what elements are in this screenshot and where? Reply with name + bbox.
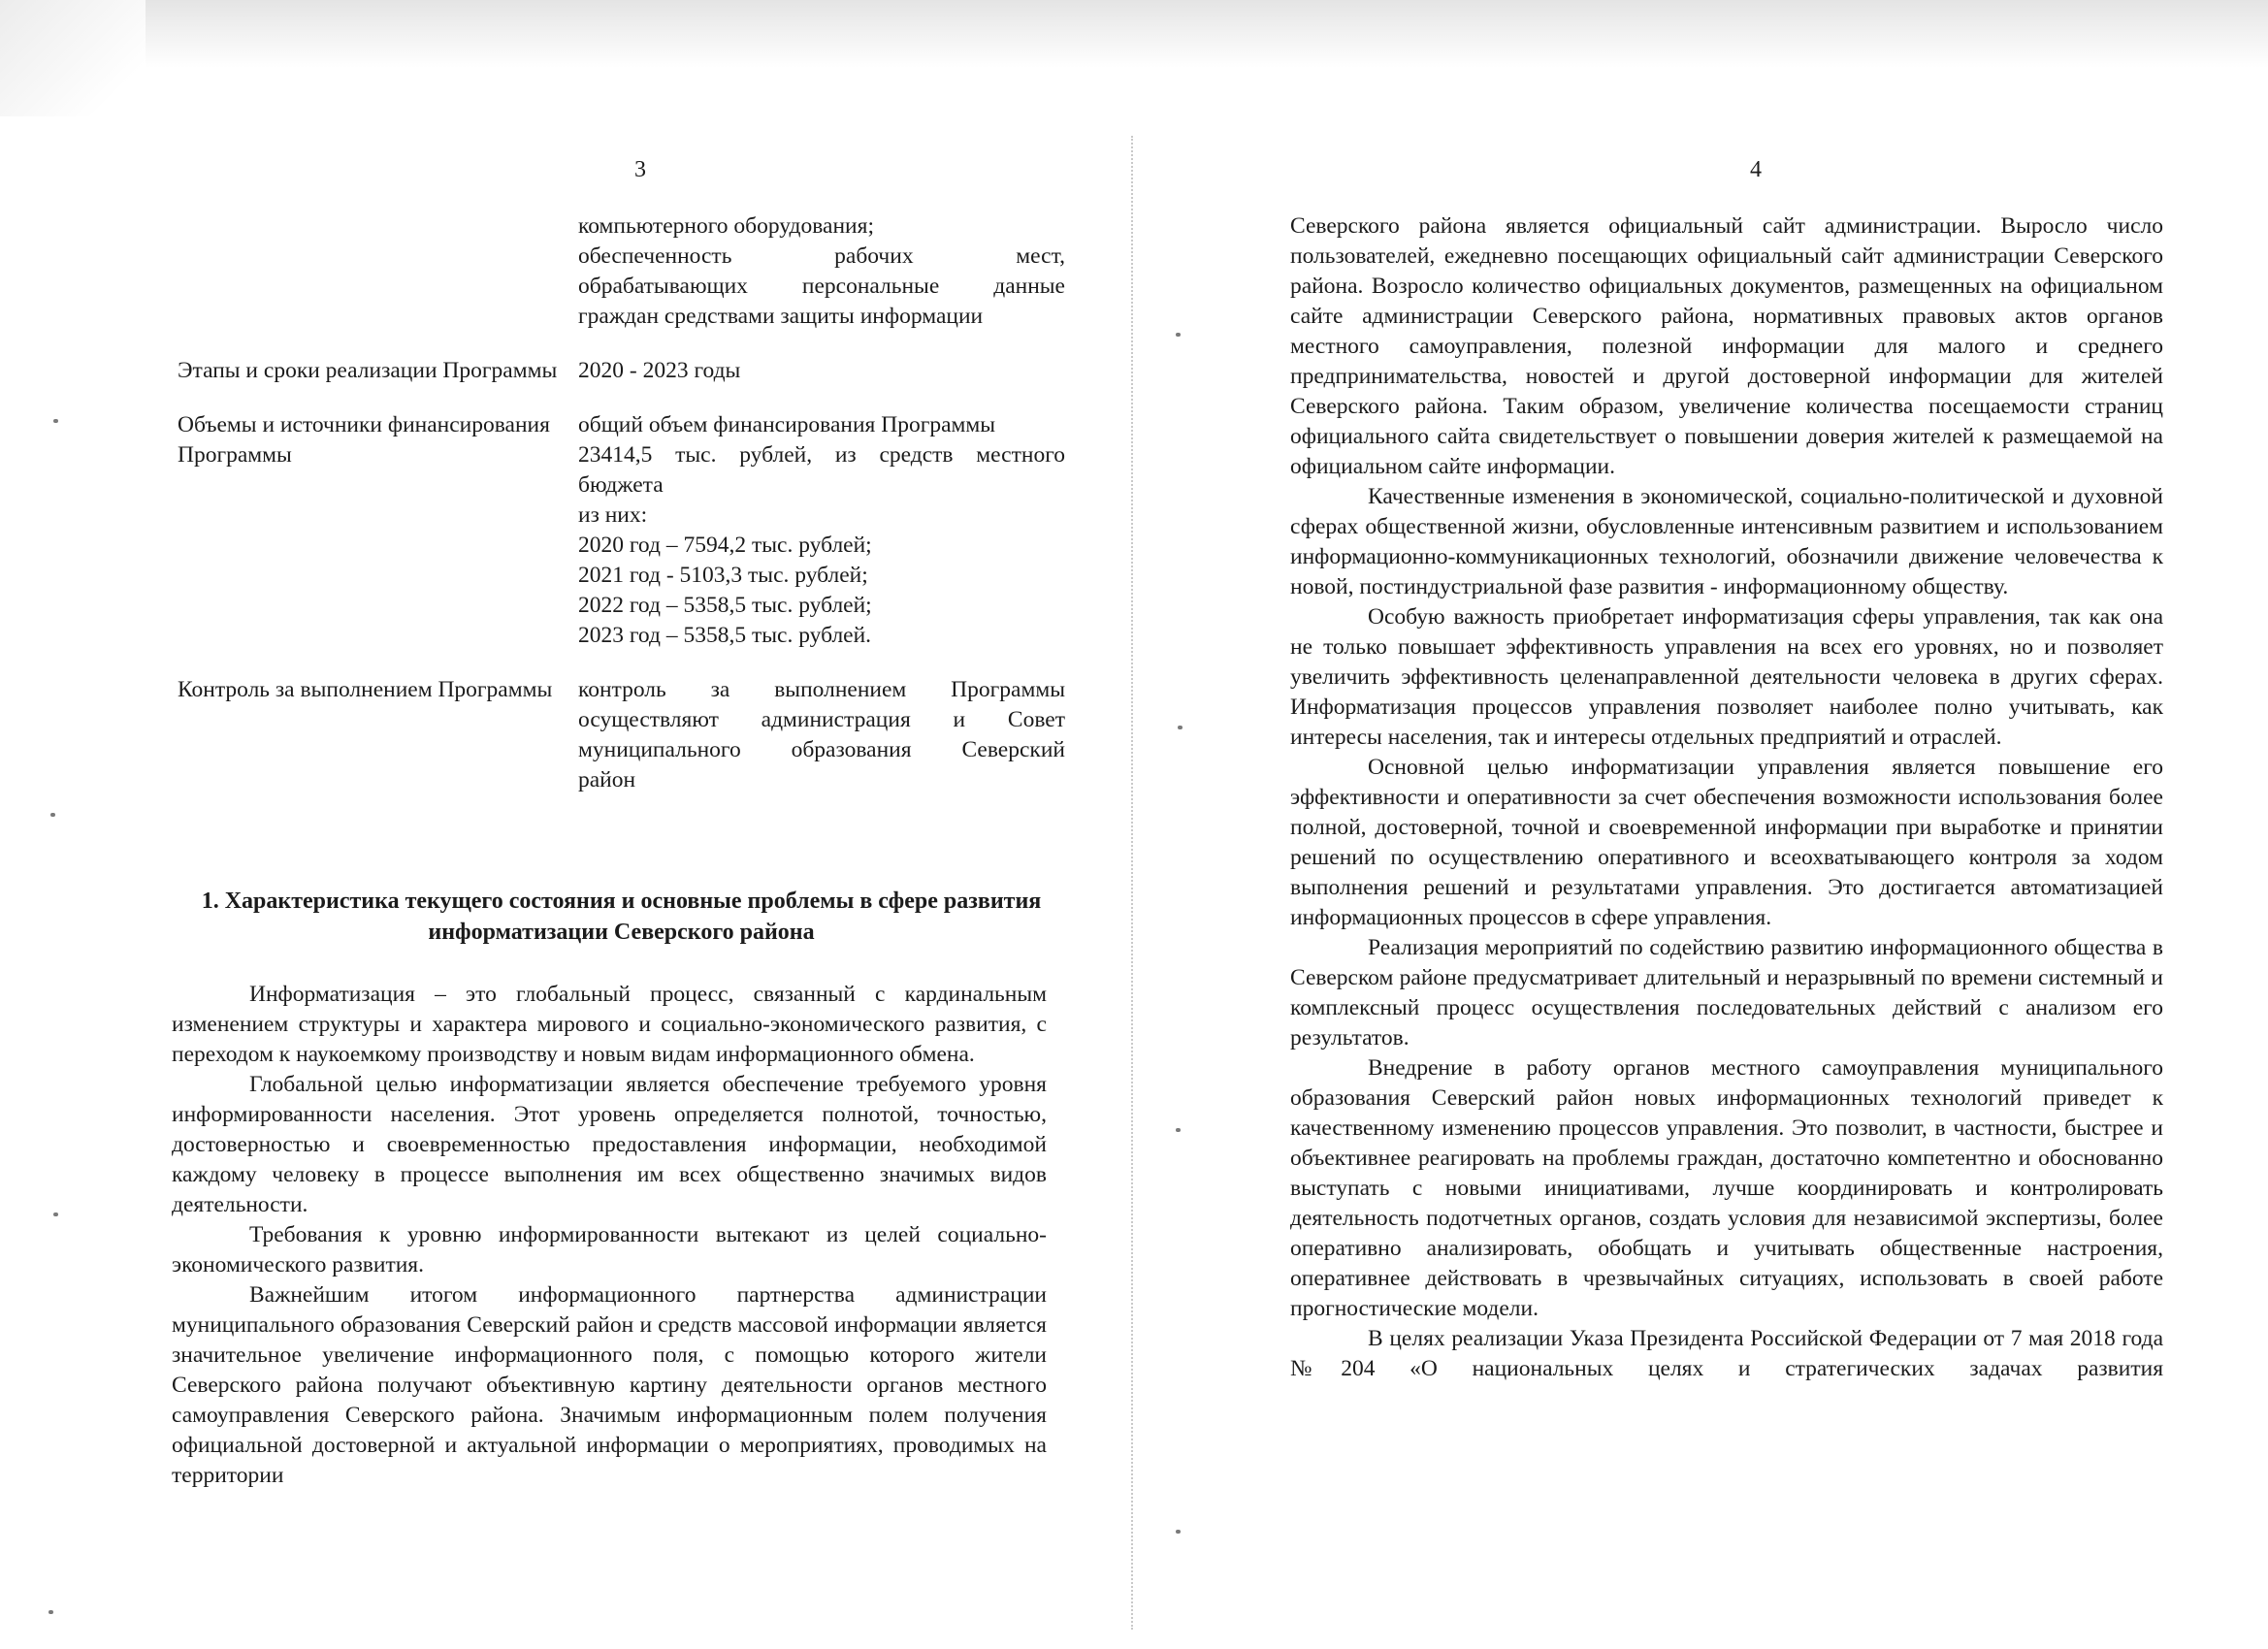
scan-speck <box>1176 1530 1181 1534</box>
value-line: граждан средствами защиты информации <box>578 304 984 329</box>
scan-speck <box>1176 333 1181 337</box>
value-line: осуществляют администрация и Совет <box>578 707 1065 732</box>
scan-speck <box>1176 1128 1181 1132</box>
right-body-text <box>1290 211 2163 1384</box>
page-number: 4 <box>1750 157 1762 182</box>
paragraph: Качественные изменения в экономической, социально-политической и духовной сферах общественной жизни, обусловленные интенсивным развитием и использованием информационно-коммуникационных технологий, обозначили движение человечества к новой, постиндустриальной фазе развития - информационному обществу. <box>1290 484 2163 599</box>
passport-label: Этапы и сроки реализации Программы <box>178 358 558 383</box>
paragraph: Реализация мероприятий по содействию развитию информационного общества в Северском районе предусматривает длительный и неразрывный по времени системный и комплексный процесс осуществления последовательных действий с анализом его результатов. <box>1290 935 2163 1051</box>
passport-row <box>178 675 1065 795</box>
value-line: 2020 - 2023 годы <box>578 358 741 383</box>
paragraph: В целях реализации Указа Президента Российской Федерации от 7 мая 2018 года №204 «О национальных целях и стратегических задачах развития <box>1290 1326 2163 1381</box>
passport-label: Контроль за выполнением Программы <box>178 677 553 702</box>
paragraph: Основной целью информатизации управления является повышение его эффективности и оперативности за счет обеспечения возможности использования более полной, достоверной, точной и своевременной информации при выработке и принятии решений по осуществлению оперативного и всеохватывающего контроля за ходом выполнения решений и результатами управления. Это достигается автоматизацией информационных процессов в сфере управления. <box>1290 755 2163 930</box>
value-line: 2021 год - 5103,3 тыс. рублей; <box>578 563 868 588</box>
paragraph: Северского района является официальный сайт администрации. Выросло число пользователей, ежедневно посещающих официальный сайт администрации Северского района. Возросло количество официальных документов, размещенных на официальном сайте администрации Северского района, нормативных правовых актов органов местного самоуправления, полезной информации для малого и среднего предпринимательства, новостей и другой достоверной информации для жителей Северского района. Таким образом, увеличение количества посещаемости страниц официального сайта свидетельствует о повышении доверия жителей к размещаемой на официальном сайте информации. <box>1290 213 2163 479</box>
paragraph: Внедрение в работу органов местного самоуправления муниципального образования Северский район новых информационных технологий приведет к качественному изменению процессов управления. Это позволит, в частности, быстрее и объективнее реагировать на проблемы граждан, достаточно компетентно и обоснованно выступать с новыми инициативами, лучше координировать и контролировать деятельность подотчетных органов, создать условия для независимой экспертизы, более оперативно анализировать, обобщать и учитывать общественные настроения, оперативнее действовать в чрезвычайных ситуациях, использовать в своей работе прогностические модели. <box>1290 1055 2163 1321</box>
passport-row <box>178 356 1065 386</box>
scan-shadow <box>0 0 2268 68</box>
passport-value <box>578 675 1065 795</box>
value-line: 23414,5 тыс. рублей, из средств местного <box>578 442 1065 468</box>
paragraph: Глобальной целью информатизации является обеспечение требуемого уровня информированности населения. Этот уровень определяется полнотой, точностью, достоверностью и своевременностью предоставления информации, необходимой каждому человеку в процессе выполнения им всех общественно значимых видов деятельности. <box>172 1072 1047 1217</box>
passport-value <box>578 356 1065 386</box>
value-line: бюджета <box>578 472 664 498</box>
value-line: компьютерного оборудования; <box>578 213 874 239</box>
program-passport-table <box>178 211 1065 820</box>
passport-row <box>178 211 1065 332</box>
left-body-text <box>172 980 1047 1491</box>
value-line: 2020 год – 7594,2 тыс. рублей; <box>578 533 872 558</box>
paragraph: Информатизация – это глобальный процесс, связанный с кардинальным изменением структуры и характера мирового и социально-экономического развития, с переходом к наукоемкому производству и новым видам информационного обмена. <box>172 982 1047 1067</box>
value-line: муниципального образования Северский <box>578 737 1065 762</box>
passport-label <box>178 211 578 332</box>
scan-speck <box>53 419 58 423</box>
value-line: 2023 год – 5358,5 тыс. рублей. <box>578 623 872 648</box>
page-number: 3 <box>634 157 646 182</box>
value-line: обрабатывающих персональные данные <box>578 274 1065 299</box>
value-line: из них: <box>578 502 648 528</box>
scan-speck <box>50 813 55 817</box>
value-line: район <box>578 767 636 792</box>
value-line: 2022 год – 5358,5 тыс. рублей; <box>578 593 872 618</box>
passport-value <box>578 410 1065 651</box>
scan-speck <box>1178 726 1183 729</box>
scan-speck <box>49 1610 53 1614</box>
value-line: общий объем финансирования Программы <box>578 412 996 437</box>
paragraph: Особую важность приобретает информатизация сферы управления, так как она не только повышает эффективность управления на всех его уровнях, но и позволяет увеличить эффективность целенаправленной деятельности человека в других сферах. Информатизация процессов управления позволяет наиболее полно учитывать, как интересы населения, так и интересы отдельных предприятий и отраслей. <box>1290 604 2163 750</box>
paragraph: Важнейшим итогом информационного партнерства администрации муниципального образования Северский район и средств массовой информации является значительное увеличение информационного поля, с помощью которого жители Северского района получают объективную картину деятельности органов местного самоуправления Северского района. Значимым информационным полем получения официальной достоверной и актуальной информации о мероприятиях, проводимых на территории <box>172 1282 1047 1488</box>
section-heading: 1. Характеристика текущего состояния и основные проблемы в сфере развития информатизации Северского района <box>201 889 1042 945</box>
scan-speck <box>53 1212 58 1216</box>
value-line: обеспеченность рабочих мест, <box>578 243 1065 269</box>
passport-row <box>178 410 1065 651</box>
value-line: контроль за выполнением Программы <box>578 677 1065 702</box>
passport-value <box>578 211 1065 332</box>
passport-label: Объемы и источники финансирования Программы <box>178 412 550 468</box>
scan-shadow-corner <box>0 0 146 116</box>
paragraph: Требования к уровню информированности вытекают из целей социально-экономического развития. <box>172 1222 1047 1277</box>
page-fold <box>1131 136 1133 1630</box>
